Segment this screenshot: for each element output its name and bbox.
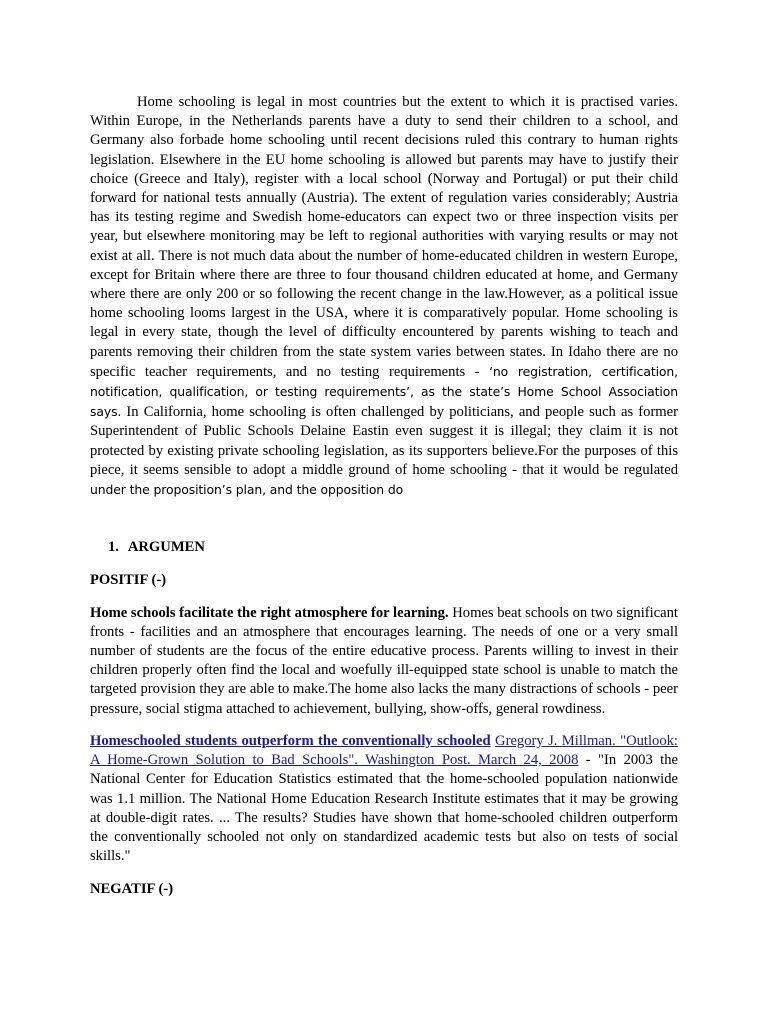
section-title: ARGUMEN (127, 539, 205, 556)
section-number: 1. (108, 539, 119, 556)
intro-text-part2: In California, home schooling is often challenged by politicians, and people such as former Superintendent of Public Schools Delaine Eastin even suggest it is illegal; they claim it is not protected by existing private schooling legislation, as its supporters believe.For the purposes of this piece, it seems sensible to adopt a middle ground of home schooling - that it would be regulated (90, 404, 678, 478)
intro-text-part1: Home schooling is legal in most countries but the extent to which it is practised varies. Within Europe, in the Netherlands parents have a duty to send their children to a school, and Germany also forbade home schooling until recent decisions ruled this contrary to human rights legislation. Elsewhere in the EU home schooling is allowed but parents may have to justify their choice (Greece and Italy), register with a local school (Norway and Portugal) or put their child forward for national tests annually (Austria). The extent of regulation varies considerably; Austria has its testing regime and Swedish home-educators can expect two or three inspection visits per year, but elsewhere monitoring may be left to regional authorities with varying results or may not exist at all. There is not much data about the number of home-educated children in western Europe, except for Britain where there are three to four thousand children educated at home, and Germany where there are only 200 or so following the recent change in the law.However, as a political issue home schooling looms largest in the USA, where it is comparatively popular. Home schooling is legal in every state, though the level of difficulty encountered by parents wishing to teach and parents removing their children from the state system varies between states. In Idaho there are no specific teacher requirements, and no testing requirements - (90, 94, 678, 380)
evidence-body: - "In 2003 the National Center for Education Statistics estimated that the home-schooled population nationwide was 1.1 million. The National Home Education Research Institute estimates that it may be growing at double-digit rates. ... The results? Studies have shown that home-schooled children outperform the conventionally schooled not only on standardized academic tests but also on tests of social skills." (90, 752, 678, 865)
positif-paragraph (90, 604, 678, 719)
intro-text-part3: under the proposition’s plan, and the opposition do (90, 482, 404, 498)
negatif-heading: NEGATIF (-) (90, 881, 174, 898)
positif-heading: POSITIF (-) (90, 572, 167, 589)
positif-point-body: Homes beat schools on two significant fronts - facilities and an atmosphere that encourages learning. The needs of one or a very small number of students are the focus of the entire educative process. Parents willing to invest in their children properly often find the local and woefully ill-equipped state school is unable to match the targeted provision they are able to make.The home also lacks the many distractions of schools - peer pressure, social stigma attached to achievement, bullying, show-offs, general rowdiness. (90, 604, 678, 717)
document-page (90, 93, 678, 900)
intro-quote: ‘no registration, certification, notification, qualification, or testing requirements’, as the state’s Home School Association says. (90, 363, 678, 420)
section-heading (90, 538, 678, 557)
intro-paragraph (90, 93, 678, 500)
evidence-paragraph (90, 732, 678, 866)
positif-point-title: Home schools facilitate the right atmosphere for learning. (90, 604, 449, 621)
evidence-title-link[interactable]: Homeschooled students outperform the conventionally schooled (90, 732, 491, 749)
evidence-source-link[interactable]: Gregory J. Millman. "Outlook: A Home-Grown Solution to Bad Schools". Washington Post. March 24, 2008 (90, 732, 678, 769)
